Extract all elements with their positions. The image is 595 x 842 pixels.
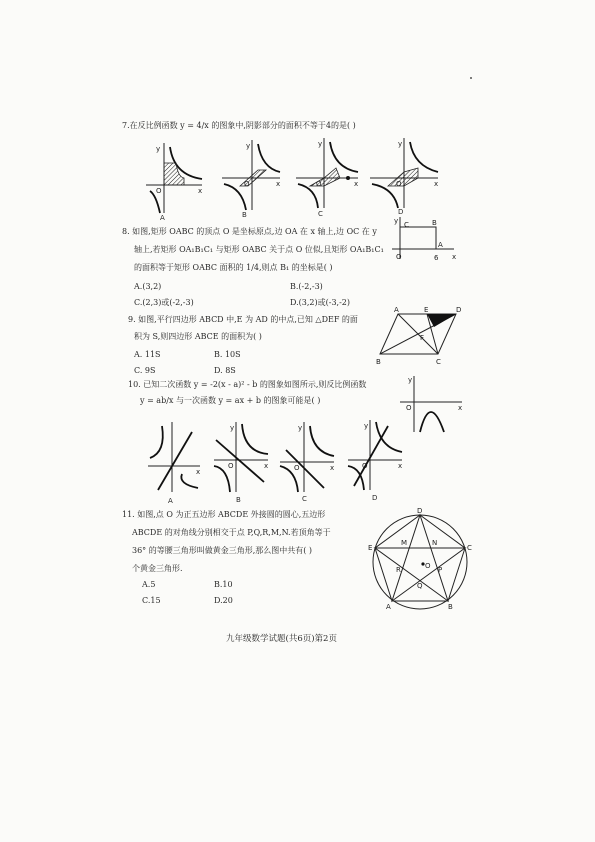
q11-line4: 个黄金三角形. — [132, 564, 183, 573]
svg-text:A: A — [438, 241, 443, 249]
q9-line1: 9. 如图,平行四边形 ABCD 中,E 为 AD 的中点,已知 △DEF 的面 — [128, 315, 358, 324]
svg-text:A: A — [386, 603, 391, 611]
svg-text:y: y — [398, 140, 403, 148]
svg-text:C: C — [404, 221, 409, 229]
q7-graph-c — [296, 138, 360, 210]
svg-text:O: O — [228, 462, 234, 470]
svg-text:O: O — [156, 187, 162, 195]
q10-line2: y = ab/x 与一次函数 y = ax + b 的图象可能是( ) — [140, 396, 321, 405]
svg-text:x: x — [198, 187, 203, 195]
q9-line2: 积为 S,则四边形 ABCE 的面积为( ) — [134, 332, 262, 341]
svg-text:y: y — [364, 422, 369, 430]
svg-text:y: y — [298, 424, 303, 432]
svg-text:y: y — [318, 140, 323, 148]
q9-option-c[interactable]: C. 9S — [134, 366, 156, 375]
q9-option-d[interactable]: D. 8S — [214, 366, 236, 375]
q8-option-d[interactable]: D.(3,2)或(-3,-2) — [290, 298, 351, 307]
svg-text:x: x — [434, 180, 439, 188]
q8-line3: 的面积等于矩形 OABC 面积的 1/4,则点 B₁ 的坐标是( ) — [134, 263, 333, 272]
q11-line2: ABCDE 的对角线分别相交于点 P,Q,R,M,N.若顶角等于 — [132, 528, 331, 537]
svg-text:O: O — [425, 562, 431, 570]
svg-text:6: 6 — [434, 254, 439, 262]
q8-line1: 8. 如图,矩形 OABC 的顶点 O 是坐标原点,边 OA 在 x 轴上,边 OC 在 y — [122, 227, 377, 236]
q11-option-a[interactable]: A.5 — [142, 580, 156, 589]
svg-text:O: O — [362, 462, 368, 470]
q11-option-b[interactable]: B.10 — [214, 580, 233, 589]
q11-option-d[interactable]: D.20 — [214, 596, 233, 605]
svg-text:O: O — [406, 404, 412, 412]
svg-text:O: O — [294, 464, 300, 472]
q11-line1: 11. 如图,点 O 为正五边形 ABCDE 外接圆的圆心,五边形 — [122, 510, 326, 519]
svg-text:B: B — [432, 219, 437, 227]
page-footer: 九年级数学试题(共6页)第2页 — [226, 634, 337, 644]
svg-text:x: x — [276, 180, 281, 188]
q10-option-b[interactable]: B — [236, 496, 241, 504]
q11-pentagon-figure — [368, 508, 472, 612]
q7-graph-d — [370, 138, 440, 210]
q8-rectangle-figure — [392, 215, 462, 265]
q10-graph-c — [280, 422, 336, 494]
scan-speck — [470, 77, 472, 79]
svg-text:E: E — [424, 306, 429, 314]
svg-text:Q: Q — [417, 582, 423, 590]
svg-text:D: D — [456, 306, 462, 314]
svg-text:x: x — [264, 462, 269, 470]
svg-text:B: B — [376, 358, 381, 366]
q7-option-b[interactable]: B — [242, 211, 247, 219]
svg-text:y: y — [408, 376, 413, 384]
q7-graph-a — [146, 143, 206, 215]
svg-text:O: O — [396, 253, 402, 261]
q10-option-c[interactable]: C — [302, 495, 307, 503]
q10-line1: 10. 已知二次函数 y = -2(x - a)² - b 的图象如图所示,则反比例函数 — [128, 380, 367, 389]
svg-text:A: A — [394, 306, 399, 314]
q10-option-a[interactable]: A — [168, 497, 173, 505]
q10-parabola-figure — [400, 374, 466, 434]
q10-graph-b — [214, 422, 270, 494]
q8-line2: 轴上,若矩形 OA₁B₁C₁ 与矩形 OABC 关于点 O 位似,且矩形 OA₁B₁C₁ — [134, 245, 384, 254]
svg-text:x: x — [452, 253, 457, 261]
q9-option-a[interactable]: A. 11S — [134, 350, 161, 359]
q8-option-b[interactable]: B.(-2,-3) — [290, 282, 323, 291]
q10-option-d[interactable]: D — [372, 494, 378, 502]
q7-option-c[interactable]: C — [318, 210, 323, 218]
q10-graph-a — [148, 422, 202, 494]
svg-text:y: y — [156, 145, 161, 153]
svg-text:C: C — [436, 358, 441, 366]
svg-text:x: x — [458, 404, 463, 412]
q11-line3: 36° 的等腰三角形叫做黄金三角形,那么图中共有( ) — [132, 546, 313, 555]
svg-text:B: B — [448, 603, 453, 611]
svg-text:P: P — [438, 566, 443, 574]
q7-text: 7.在反比例函数 y = 4/x 的图象中,阴影部分的面积不等于4的是( ) — [122, 121, 356, 130]
svg-text:x: x — [196, 468, 201, 476]
svg-text:C: C — [467, 544, 472, 552]
q7-option-a[interactable]: A — [160, 214, 165, 222]
svg-text:x: x — [354, 180, 359, 188]
svg-text:M: M — [401, 539, 408, 547]
q11-option-c[interactable]: C.15 — [142, 596, 161, 605]
svg-text:y: y — [230, 424, 235, 432]
q8-option-a[interactable]: A.(3,2) — [134, 282, 162, 291]
q9-parallelogram-figure — [376, 306, 466, 364]
q9-option-b[interactable]: B. 10S — [214, 350, 241, 359]
svg-text:y: y — [246, 142, 251, 150]
svg-text:F: F — [420, 334, 425, 342]
svg-text:N: N — [432, 539, 438, 547]
q8-option-c[interactable]: C.(2,3)或(-2,-3) — [134, 298, 194, 307]
q10-graph-d — [348, 420, 404, 492]
q7-option-d[interactable]: D — [398, 208, 404, 216]
svg-text:y: y — [394, 217, 399, 225]
svg-text:x: x — [398, 462, 403, 470]
svg-text:R: R — [396, 566, 401, 574]
svg-text:D: D — [417, 507, 423, 515]
svg-text:E: E — [368, 544, 373, 552]
q7-graph-b — [222, 140, 282, 212]
svg-text:x: x — [330, 464, 335, 472]
